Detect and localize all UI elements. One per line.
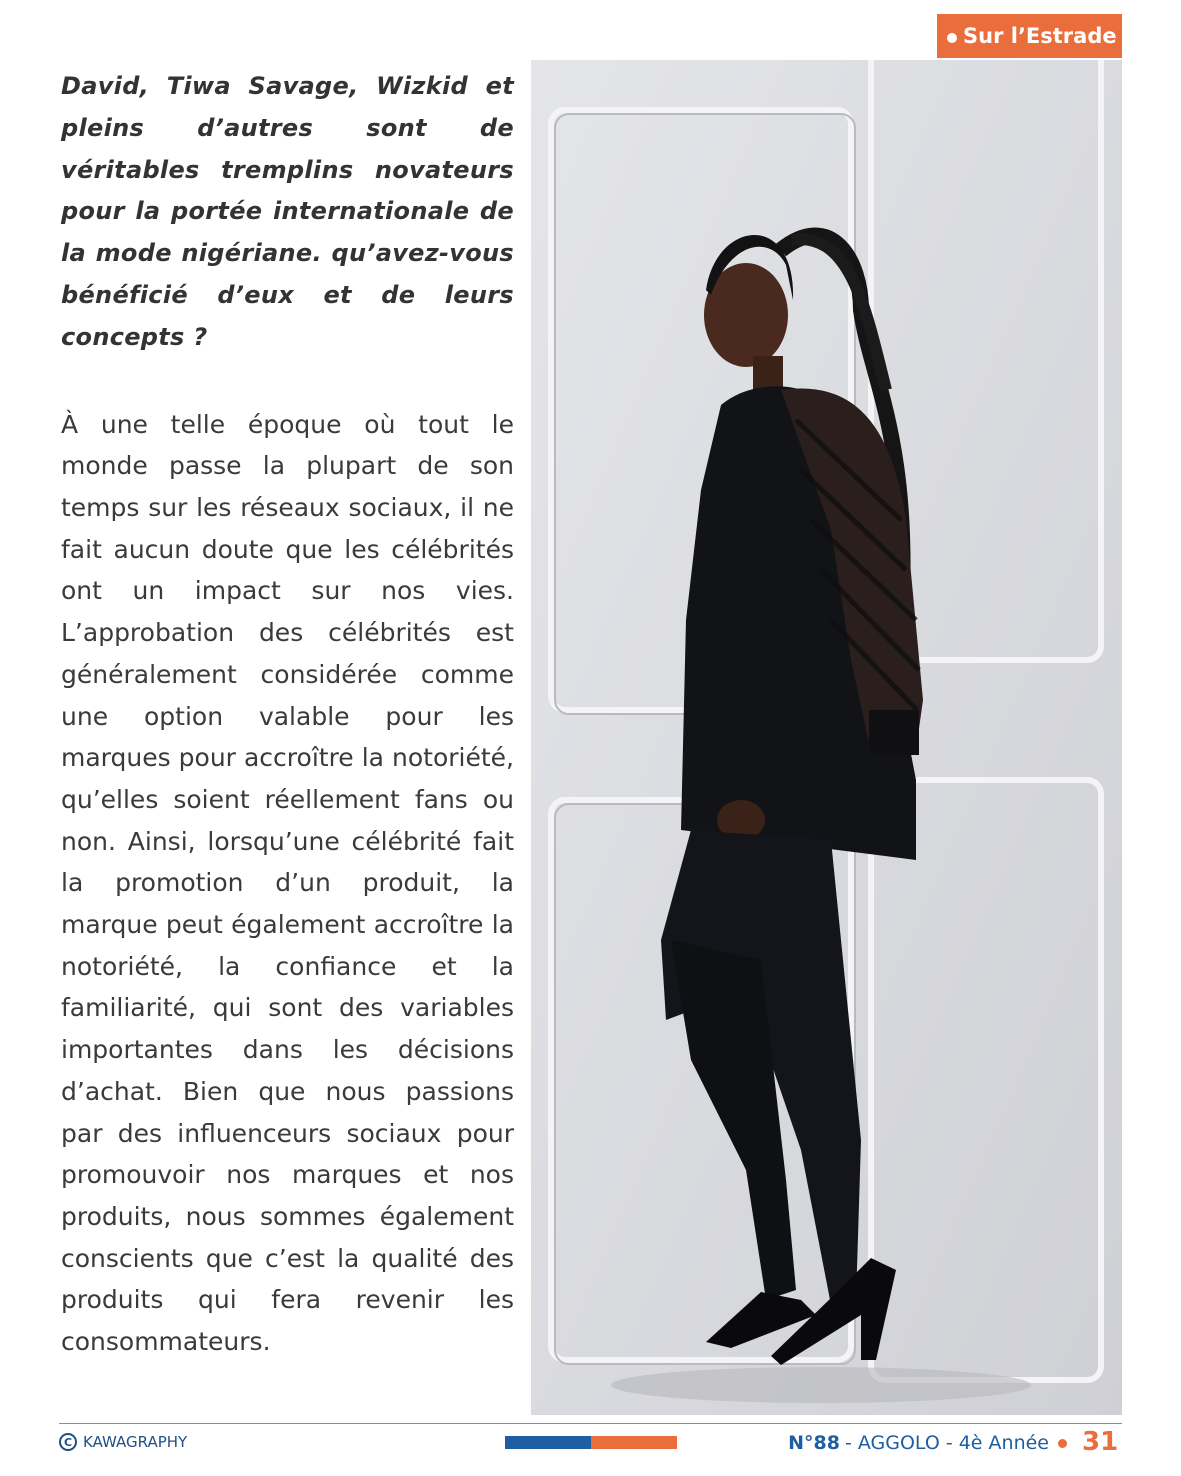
bullet-dot-icon [947, 33, 957, 43]
credit-label: KAWAGRAPHY [83, 1433, 188, 1451]
portrait-photo [531, 60, 1122, 1415]
interview-question: David, Tiwa Savage, Wizkid et pleins d’autres sont de véritables tremplins novateurs pour la portée internationale de la mode nigériane. qu’avez-vous bénéficié d’eux et de leurs concepts ? [61, 72, 514, 351]
section-tag [937, 14, 1122, 58]
issue-number: N°88 [788, 1432, 840, 1454]
issue-details: - AGGOLO - 4è Année [844, 1432, 1049, 1454]
blue-bar [505, 1436, 591, 1449]
orange-bar [591, 1436, 677, 1449]
photo-credit [59, 1432, 187, 1452]
issue-info [788, 1428, 1071, 1458]
separator-dot-icon [1058, 1439, 1067, 1448]
footer-color-bars [505, 1436, 677, 1449]
copyright-icon: C [59, 1433, 77, 1451]
page-number: 31 [1082, 1427, 1119, 1457]
footer-rule [59, 1423, 1122, 1424]
article-text-column [61, 66, 514, 1363]
interview-answer: À une telle époque où tout le monde passe la plupart de son temps sur les réseaux sociaux, il ne fait aucun doute que les célébrités ont un impact sur nos vies. L’approbation des célébrités est généralement considérée comme une option valable pour les marques pour accroître la notoriété, qu’elles soient réellement fans ou non. Ainsi, lorsqu’une célébrité fait la promotion d’un produit, la marque peut également accroître la notoriété, la confiance et la familiarité, qui sont des variables importantes dans les décisions d’achat. Bien que nous passions par des influenceurs sociaux pour promouvoir nos marques et nos produits, nous sommes également conscients que c’est la qualité des produits qui fera revenir les consommateurs. [61, 409, 514, 1357]
section-tag-label: Sur l’Estrade [963, 24, 1117, 48]
